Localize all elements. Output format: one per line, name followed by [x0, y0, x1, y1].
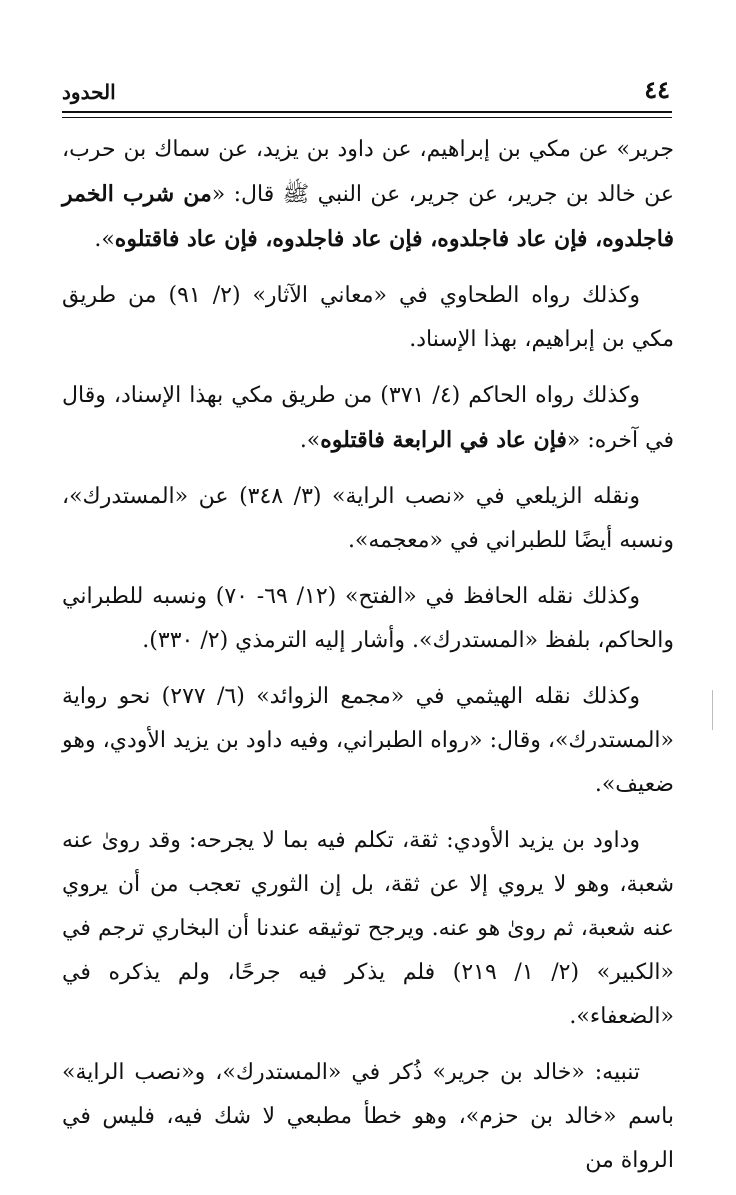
paragraph-note: [62, 1051, 674, 1183]
paragraph-hakim: [62, 374, 674, 463]
paragraph-dawud: [62, 819, 674, 1039]
paragraph-text: جرير» عن مكي بن إبراهيم، عن داود بن يزيد، عن سماك بن حرب، عن خالد بن جرير، عن جرير، عن النبي ﷺ قال: «: [62, 137, 674, 207]
page-number: ٤٤: [644, 75, 670, 104]
paragraph-haythami: [62, 675, 674, 807]
paragraph-text: وكذلك رواه الطحاوي في «معاني الآثار» (٢/ ٩١) من طريق مكي بن إبراهيم، بهذا الإسناد.: [62, 283, 674, 352]
paragraph-text: وكذلك نقله الحافظ في «الفتح» (١٢/ ٦٩- ٧٠) ونسبه للطبراني والحاكم، بلفظ «المستدرك». وأشار إليه الترمذي (٢/ ٣٣٠).: [62, 584, 674, 653]
paragraph-text: وداود بن يزيد الأودي: ثقة، تكلم فيه بما لا يجرحه: وقد روىٰ عنه شعبة، وهو لا يروي إلا عن ثقة، بل إن الثوري تعجب من أن يروي عنه شعبة، ثم روىٰ هو عنه. ويرجح توثيقه عندنا أن البخاري ترجم في «الكبير» (٢/ ١/ ٢١٩) فلم يذكر فيه جرحًا، ولم يذكره في «الضعفاء».: [62, 828, 674, 1029]
paragraph-text: ونقله الزيلعي في «نصب الراية» (٣/ ٣٤٨) عن «المستدرك»، ونسبه أيضًا للطبراني في «معجمه».: [62, 484, 674, 553]
paragraph-tahawi: [62, 274, 674, 362]
hadith-quote: فإن عاد في الرابعة فاقتلوه: [320, 427, 567, 453]
paragraph-hadith-chain: [62, 128, 674, 262]
paragraph-text: وكذلك رواه الحاكم (٤/ ٣٧١) من طريق مكي بهذا الإسناد، وقال في آخره: «: [62, 383, 674, 453]
page-header: [62, 70, 670, 104]
paragraph-text: ».: [94, 227, 115, 252]
running-title: الحدود: [62, 80, 116, 104]
header-rule-thin: [62, 117, 672, 118]
scan-edge-mark: [712, 690, 713, 730]
paragraph-text: ».: [299, 428, 321, 453]
body-text: [62, 128, 674, 1195]
paragraph-zaylai: [62, 475, 674, 563]
hadith-quote: من شرب الخمر فاجلدوه، فإن عاد فاجلدوه، فإن عاد فاجلدوه، فإن عاد فاقتلوه: [62, 181, 674, 252]
header-rule-thick: [62, 111, 672, 113]
paragraph-text: وكذلك نقله الهيثمي في «مجمع الزوائد» (٦/ ٢٧٧) نحو رواية «المستدرك»، وقال: «رواه الطبراني، وفيه داود بن يزيد الأودي، وهو ضعيف».: [62, 684, 674, 797]
paragraph-hafiz: [62, 575, 674, 663]
paragraph-text: تنبيه: «خالد بن جرير» ذُكر في «المستدرك»، و«نصب الراية» باسم «خالد بن حزم»، وهو خطأ مطبعي لا شك فيه، فليس في الرواة من: [62, 1060, 674, 1173]
